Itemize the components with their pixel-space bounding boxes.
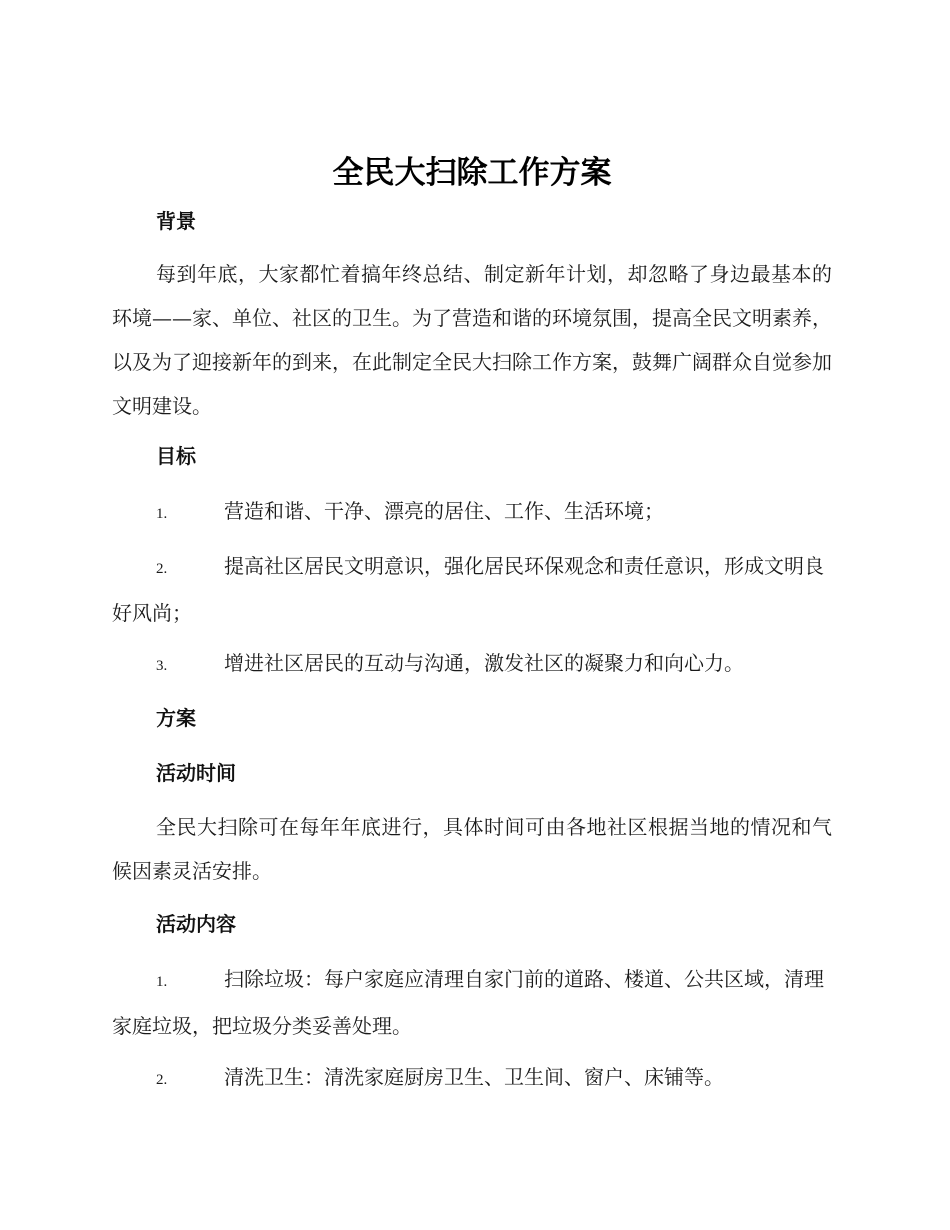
- list-text: 扫除垃圾：每户家庭应清理自家门前的道路、楼道、公共区域，清理家庭垃圾，把垃圾分类妥善处理。: [112, 967, 824, 1038]
- list-text: 清洗卫生：清洗家庭厨房卫生、卫生间、窗户、床铺等。: [224, 1065, 724, 1089]
- document-page: [112, 0, 832, 1230]
- list-text: 营造和谐、干净、漂亮的居住、工作、生活环境；: [224, 499, 664, 523]
- activity-time-paragraph: 全民大扫除可在每年年底进行，具体时间可由各地社区根据当地的情况和气候因素灵活安排。: [112, 815, 832, 883]
- list-number: 1.: [156, 974, 168, 990]
- background-paragraph: 每到年底，大家都忙着搞年终总结、制定新年计划，却忽略了身边最基本的环境——家、单位、社区的卫生。为了营造和谐的环境氛围，提高全民文明素养，以及为了迎接新年的到来，在此制定全民大扫除工作方案，鼓舞广阔群众自觉参加文明建设。: [112, 262, 832, 418]
- heading-plan: 方案: [156, 706, 196, 730]
- heading-goals: 目标: [156, 444, 196, 468]
- goal-item: [112, 641, 832, 688]
- list-number: 2.: [156, 561, 168, 577]
- content-item: [112, 1055, 832, 1102]
- list-number: 3.: [156, 658, 168, 674]
- goal-item: [112, 489, 832, 536]
- heading-background: 背景: [156, 209, 196, 233]
- list-number: 1.: [156, 506, 168, 522]
- content-item: [112, 957, 832, 1048]
- list-text: 增进社区居民的互动与沟通，激发社区的凝聚力和向心力。: [224, 651, 744, 675]
- goal-item: [112, 544, 832, 635]
- list-number: 2.: [156, 1072, 168, 1088]
- document-title: 全民大扫除工作方案: [332, 155, 612, 191]
- heading-activity-content: 活动内容: [156, 912, 236, 936]
- list-text: 提高社区居民文明意识，强化居民环保观念和责任意识，形成文明良好风尚；: [112, 554, 824, 625]
- heading-activity-time: 活动时间: [156, 761, 236, 785]
